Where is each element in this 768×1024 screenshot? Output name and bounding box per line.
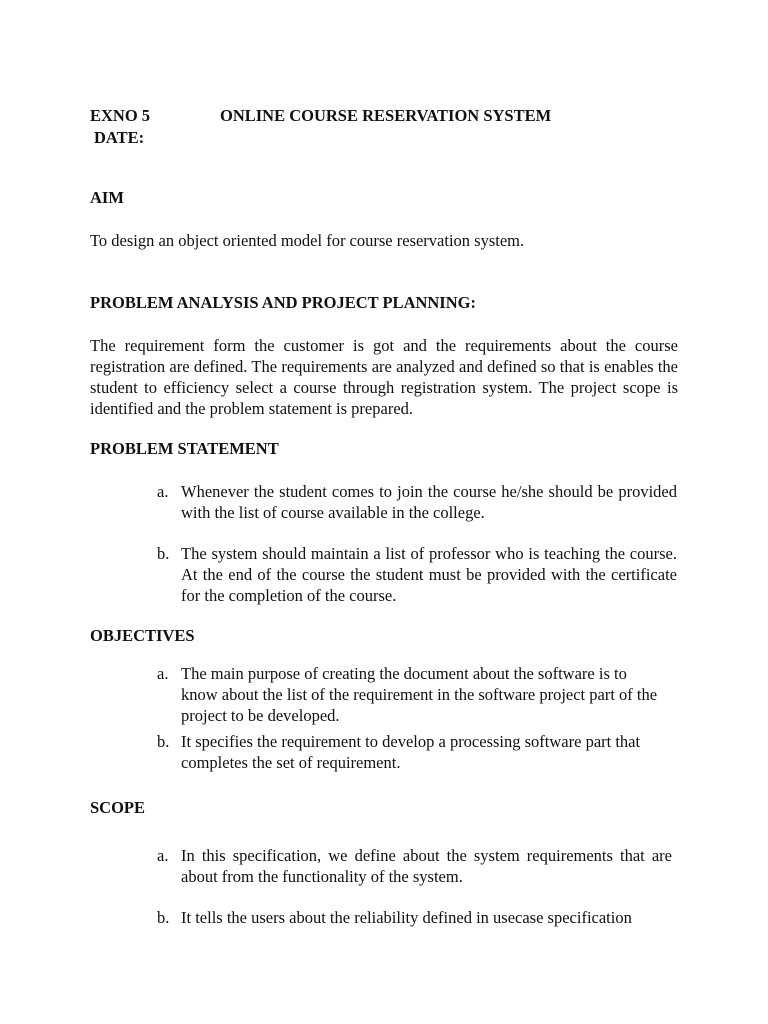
list-item-text: In this specification, we define about the system requirements that are about from the functionality of the system. [181,846,672,886]
list-item-text: The system should maintain a list of professor who is teaching the course. At the end of the course the student must be provided with the certificate for the completion of the course. [181,544,677,605]
list-marker: b. [157,732,170,751]
list-item-text: It specifies the requirement to develop a processing software part that completes the set of requirement. [181,732,641,772]
problem-statement-heading: PROBLEM STATEMENT [90,439,279,458]
scope-heading: SCOPE [90,798,146,817]
list-item-text: The main purpose of creating the document about the software is to know about the list of the requirement in the software project part of the project to be developed. [181,664,658,725]
list-marker: a. [157,664,169,683]
document-title: ONLINE COURSE RESERVATION SYSTEM [220,106,552,125]
list-item-text: It tells the users about the reliability defined in usecase specification [181,908,632,927]
problem-analysis-heading: PROBLEM ANALYSIS AND PROJECT PLANNING: [90,293,476,312]
list-item-text: Whenever the student comes to join the course he/she should be provided with the list of course available in the college. [181,482,677,522]
objectives-heading: OBJECTIVES [90,626,195,645]
aim-text: To design an object oriented model for course reservation system. [90,231,525,250]
aim-heading: AIM [90,188,124,207]
list-marker: b. [157,544,170,563]
list-marker: a. [157,846,169,865]
exercise-number: EXNO 5 [90,106,151,125]
problem-analysis-text: The requirement form the customer is got and the requirements about the course registration are defined. The requirements are analyzed and defined so that is enables the student to efficiency select a course through registration system. The project scope is identified and the problem statement is prepared. [90,336,678,418]
list-marker: a. [157,482,169,501]
list-marker: b. [157,908,170,927]
date-label: DATE: [94,128,145,147]
